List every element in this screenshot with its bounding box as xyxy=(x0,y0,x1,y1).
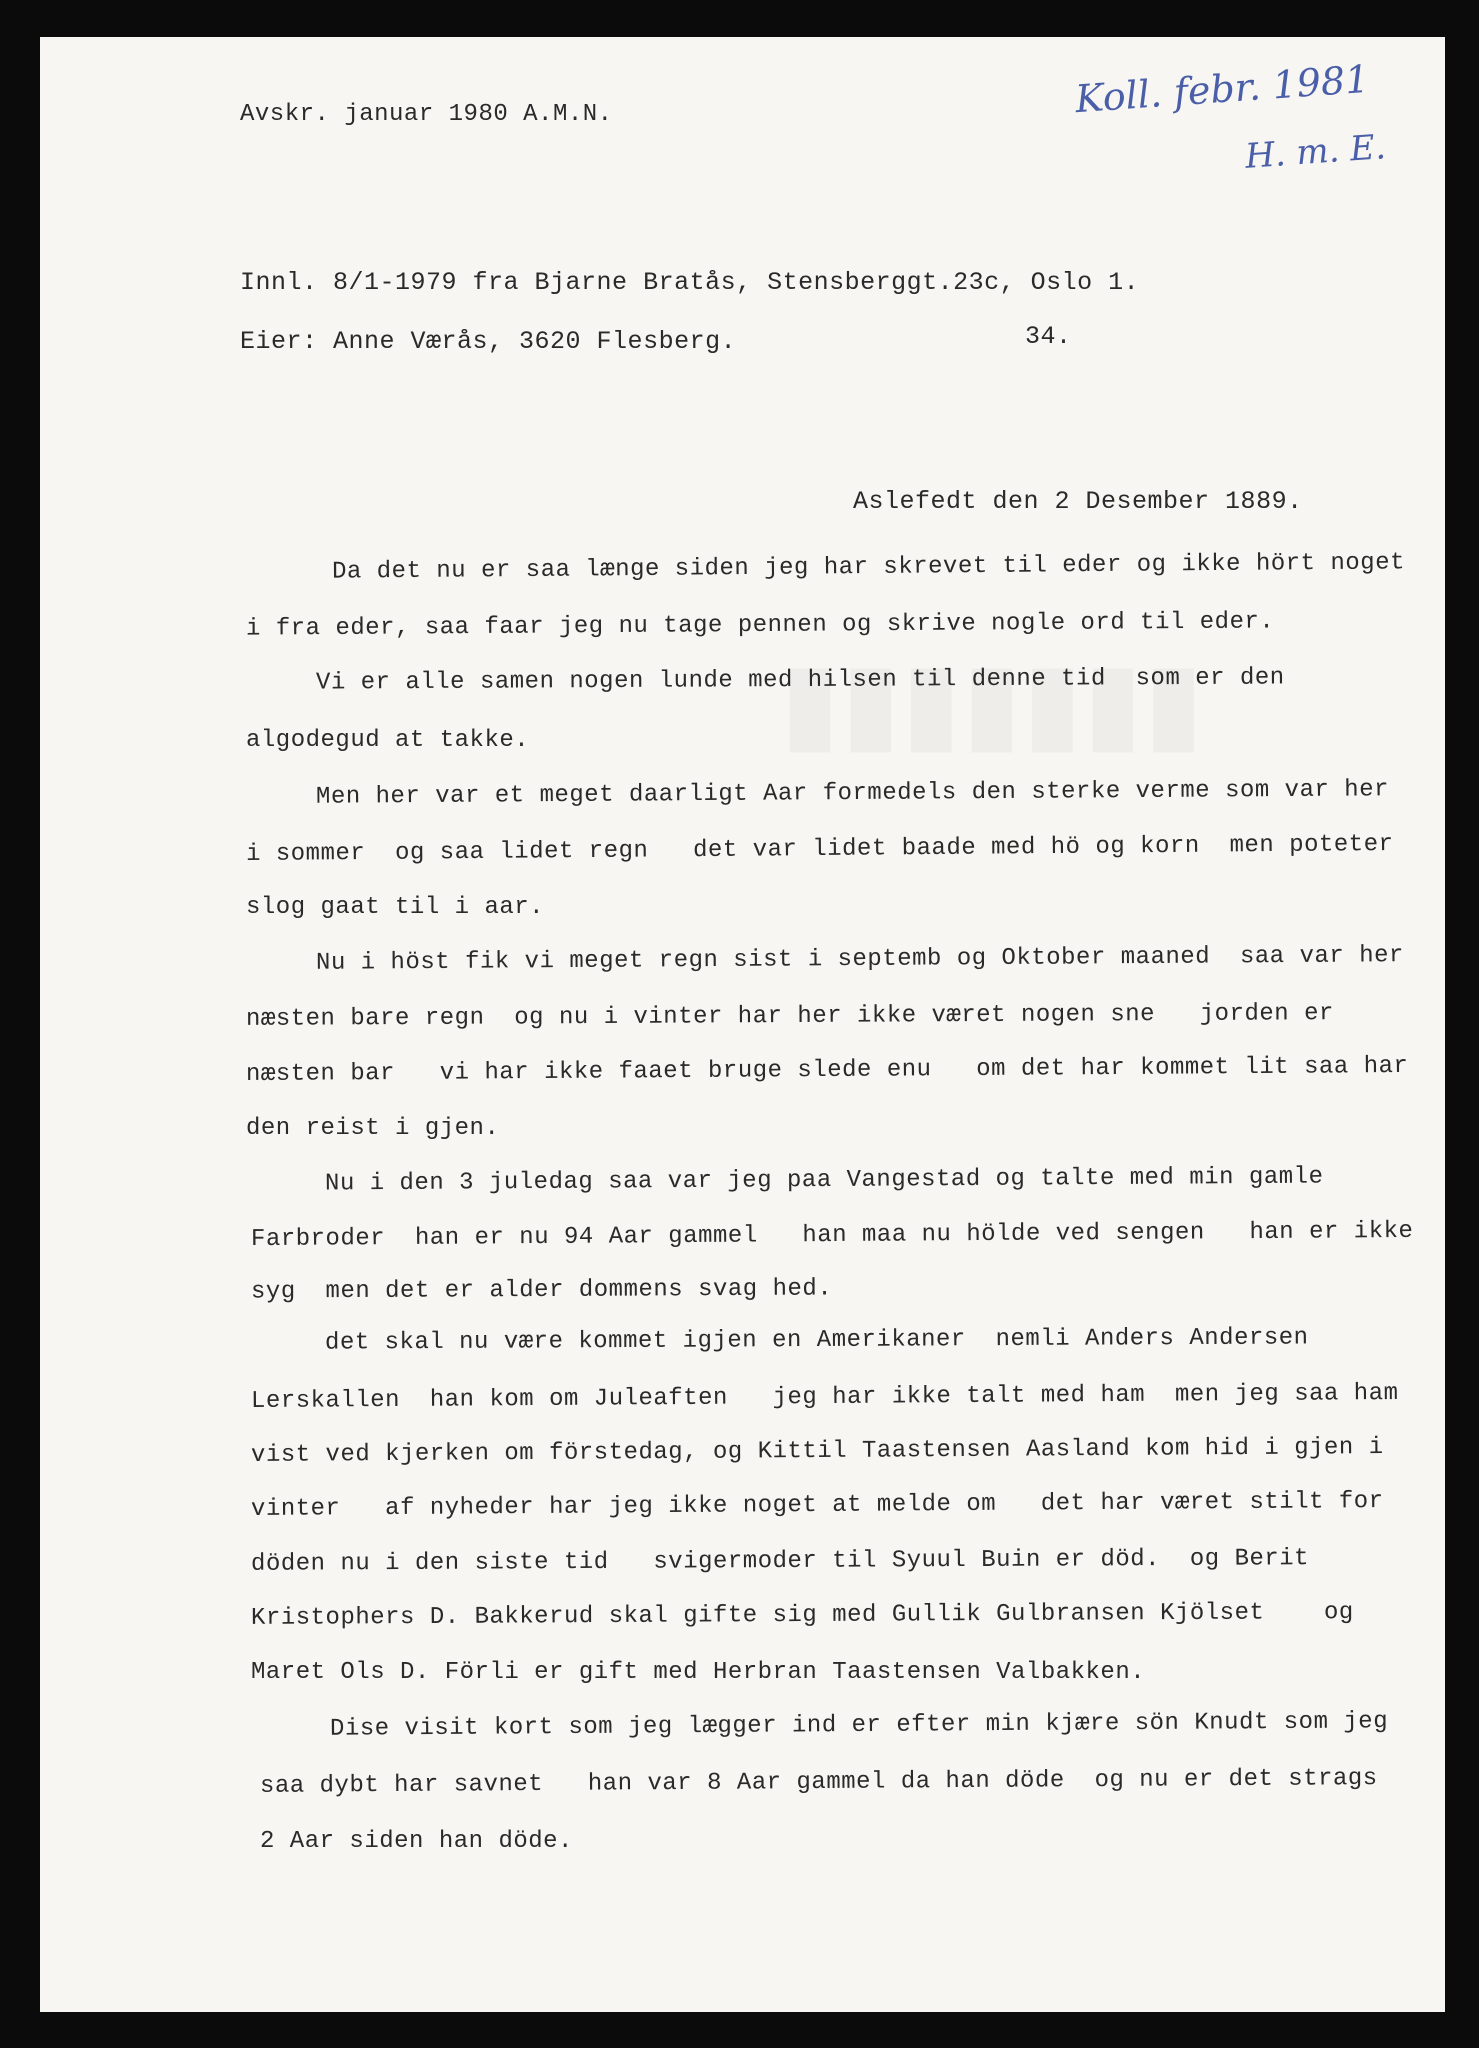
letter-line: saa dybt har savnet han var 8 Aar gammel da han döde og nu er det strags xyxy=(259,1765,1378,1800)
letter-line: 2 Aar siden han döde. xyxy=(260,1828,573,1855)
document-number: 34. xyxy=(1025,322,1072,351)
handwritten-note-date: Koll. febr. 1981 xyxy=(1073,56,1371,122)
letter-line: Maret Ols D. Förli er gift med Herbran Taastensen Valbakken. xyxy=(251,1659,1146,1686)
letter-line: Nu i den 3 juledag saa var jeg paa Vangestad og talte med min gamle xyxy=(324,1163,1324,1198)
letter-line: den reist i gjen. xyxy=(246,1115,500,1142)
letter-line: Da det nu er saa længe siden jeg har skrevet til eder og ikke hört noget xyxy=(331,549,1406,586)
document-page xyxy=(40,37,1445,2012)
transcription-note: Avskr. januar 1980 A.M.N. xyxy=(240,101,613,128)
letter-line: vinter af nyheder har jeg ikke noget at melde om det har været stilt for xyxy=(250,1488,1384,1523)
letter-line: slog gaat til i aar. xyxy=(246,894,545,921)
letter-line: Vi er alle samen nogen lunde med hilsen til denne tid som er den xyxy=(315,664,1285,697)
owner-line: Eier: Anne Værås, 3620 Flesberg. xyxy=(240,327,737,356)
received-line: Innl. 8/1-1979 fra Bjarne Bratås, Stensberggt.23c, Oslo 1. xyxy=(240,268,1140,297)
letter-line: syg men det er alder dommens svag hed. xyxy=(250,1275,833,1306)
letter-line: Farbroder han er nu 94 Aar gammel han maa nu hölde ved sengen han er ikke xyxy=(250,1217,1414,1254)
letter-line: i sommer og saa lidet regn det var lidet baade med hö og korn men poteter xyxy=(245,830,1394,869)
letter-line: næsten bar vi har ikke faaet bruge slede enu om det har kommet lit saa har xyxy=(245,1052,1409,1089)
letter-line: Nu i höst fik vi meget regn sist i septemb og Oktober maaned saa var her xyxy=(315,942,1404,977)
letter-line: vist ved kjerken om förstedag, og Kittil Taastensen Aasland kom hid i gjen i xyxy=(250,1434,1384,1469)
letter-place-date: Aslefedt den 2 Desember 1889. xyxy=(853,487,1303,516)
letter-line: Kristophers D. Bakkerud skal gifte sig med Gullik Gulbransen Kjölset og xyxy=(250,1599,1354,1632)
letter-line: Men her var et meget daarligt Aar formedels den sterke verme som var her xyxy=(315,776,1390,811)
letter-line: döden nu i den siste tid svigermoder til Syuul Buin er död. og Berit xyxy=(250,1545,1310,1578)
letter-line: Dise visit kort som jeg lægger ind er efter min kjære sön Knudt som jeg xyxy=(329,1708,1389,1743)
letter-line: algodegud at takke. xyxy=(246,727,530,754)
letter-body xyxy=(40,37,1445,2012)
letter-line: i fra eder, saa faar jeg nu tage pennen og skrive nogle ord til eder. xyxy=(245,608,1275,643)
handwritten-note-initials: H. m. E. xyxy=(1243,127,1387,177)
letter-line: næsten bare regn og nu i vinter har her ikke været nogen sne jorden er xyxy=(245,1000,1334,1033)
letter-line: Lerskallen han kom om Juleaften jeg har ikke talt med ham men jeg saa ham xyxy=(250,1379,1399,1416)
letter-line: det skal nu være kommet igjen en Amerikaner nemli Anders Andersen xyxy=(324,1324,1309,1357)
